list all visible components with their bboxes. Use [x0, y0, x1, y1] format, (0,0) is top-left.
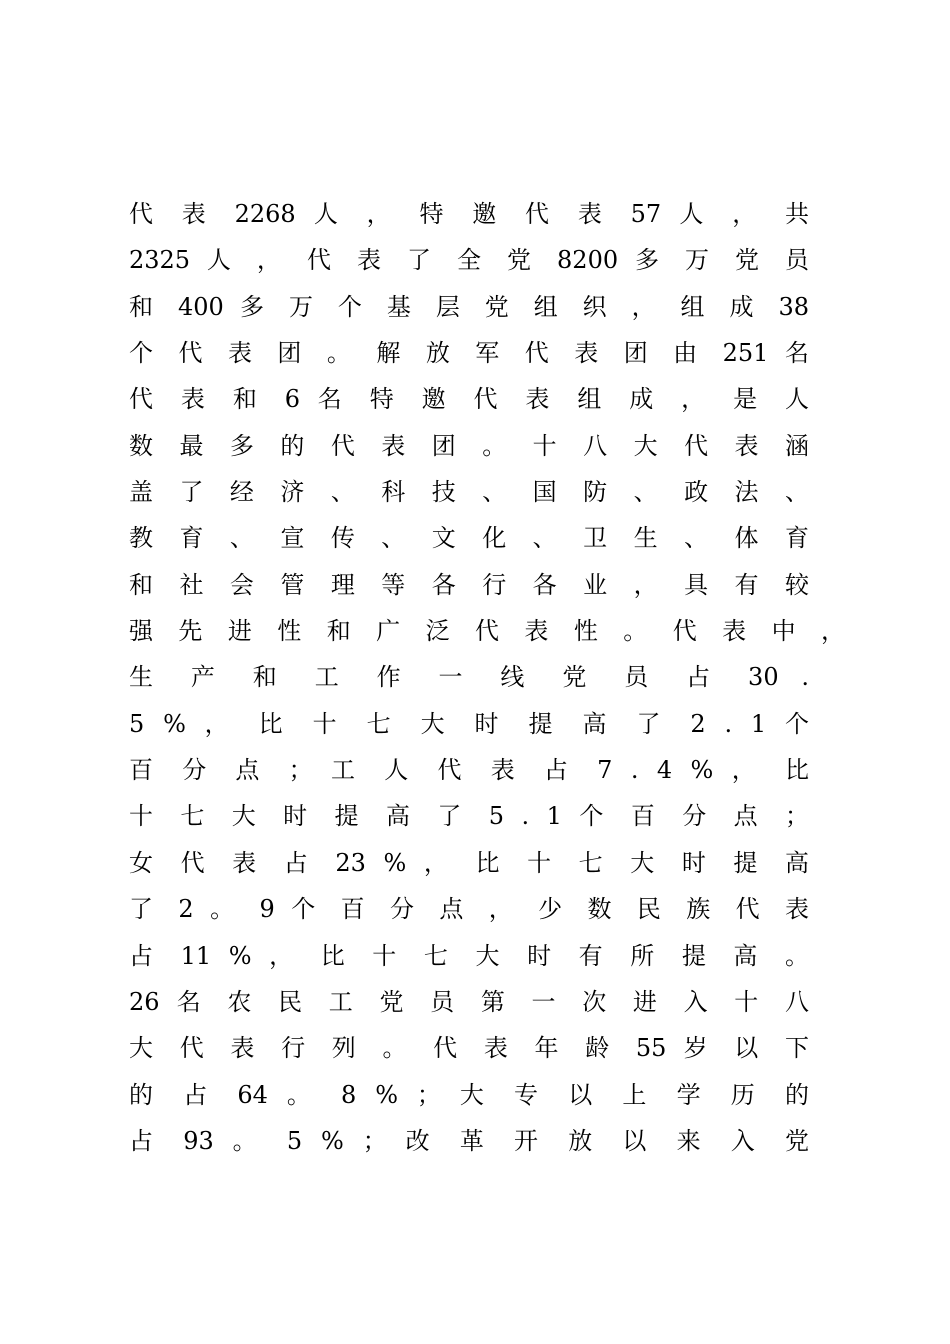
- text-line: 2325 人 ， 代 表 了 全 党 8200 多 万 党 员: [129, 246, 809, 275]
- text-line: 生 产 和 工 作 一 线 党 员 占 30 .: [129, 663, 809, 692]
- text-line: 教 育 、 宣 传 、 文 化 、 卫 生 、 体 育: [129, 524, 809, 553]
- text-line: 26 名 农 民 工 党 员 第 一 次 进 入 十 八: [129, 987, 809, 1016]
- text-line: 盖 了 经 济 、 科 技 、 国 防 、 政 法 、: [129, 478, 809, 507]
- text-line: 5 % ， 比 十 七 大 时 提 高 了 2 . 1 个: [129, 709, 809, 738]
- text-line: 了 2 。 9 个 百 分 点 ， 少 数 民 族 代 表: [129, 895, 809, 924]
- text-line: 占 93 。 5 % ； 改 革 开 放 以 来 入 党: [129, 1126, 809, 1155]
- text-line: 大 代 表 行 列 。 代 表 年 龄 55 岁 以 下: [129, 1034, 809, 1063]
- text-line: 代 表 和 6 名 特 邀 代 表 组 成 ， 是 人: [129, 385, 809, 414]
- text-line: 强 先 进 性 和 广 泛 代 表 性 。 代 表 中 ，: [129, 617, 845, 646]
- body-text: [129, 191, 845, 1164]
- text-line: 数 最 多 的 代 表 团 。 十 八 大 代 表 涵: [129, 431, 809, 460]
- text-line: 百 分 点 ； 工 人 代 表 占 7 . 4 % ， 比: [129, 756, 809, 785]
- text-line: 代 表 2268 人 ， 特 邀 代 表 57 人 ， 共: [129, 200, 809, 228]
- text-line: 女 代 表 占 23 % ， 比 十 七 大 时 提 高: [129, 848, 809, 877]
- text-line: 和 400 多 万 个 基 层 党 组 织 ， 组 成 38: [129, 292, 809, 321]
- text-line: 的 占 64 。 8 % ； 大 专 以 上 学 历 的: [129, 1080, 809, 1109]
- text-line: 占 11 % ， 比 十 七 大 时 有 所 提 高 。: [129, 941, 809, 970]
- text-line: 个 代 表 团 。 解 放 军 代 表 团 由 251 名: [129, 339, 809, 368]
- text-line: 和 社 会 管 理 等 各 行 各 业 ， 具 有 较: [129, 570, 809, 599]
- text-line: 十 七 大 时 提 高 了 5 . 1 个 百 分 点 ；: [129, 802, 809, 831]
